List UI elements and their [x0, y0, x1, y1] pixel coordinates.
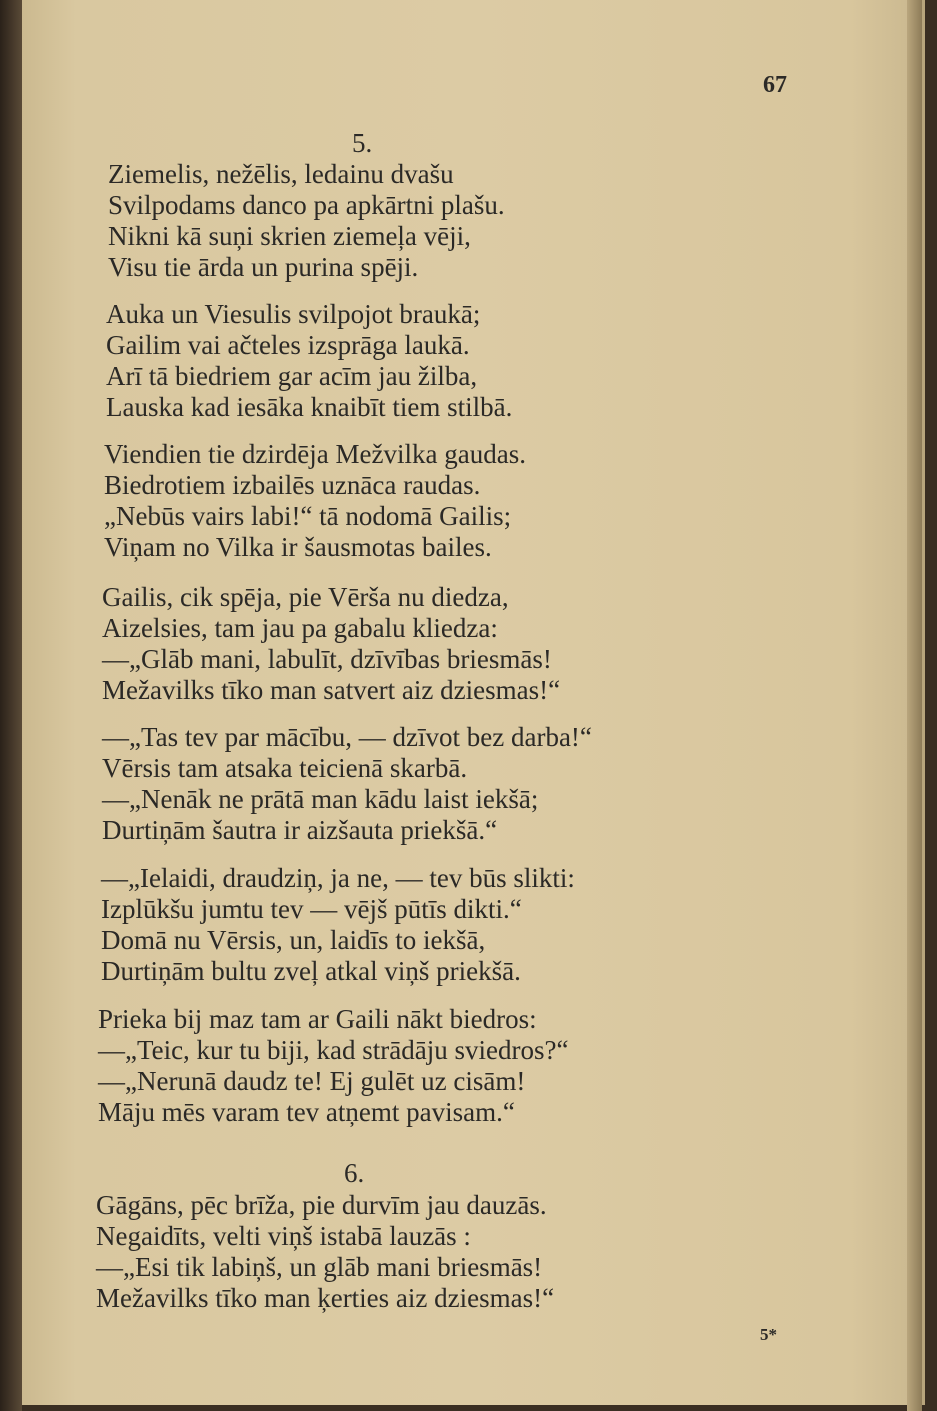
verse-line: Ziemelis, nežēlis, ledainu dvašu [108, 159, 454, 189]
page-number: 67 [763, 72, 787, 98]
section-number-6: 6. [344, 1158, 365, 1188]
stanza-5-7 [98, 1004, 568, 1128]
verse-line: Durtiņām bultu zveļ atkal viņš priekšā. [101, 956, 521, 986]
verse-line: Durtiņām šautra ir aizšauta priekšā.“ [102, 815, 498, 845]
verse-line: Visu tie ārda un purina spēji. [108, 252, 419, 282]
verse-line: Nikni kā suņi skrien ziemeļa vēji, [108, 221, 471, 251]
verse-line: —„Teic, kur tu biji, kad strādāju sviedros?“ [98, 1035, 569, 1065]
verse-line: —„Glāb mani, labulīt, dzīvības briesmās! [102, 644, 552, 674]
stanza-5-2 [106, 299, 512, 423]
verse-line: Domā nu Vērsis, un, laidīs to iekšā, [101, 925, 486, 955]
verse-line: Negaidīts, velti viņš istabā lauzās : [96, 1221, 471, 1251]
verse-line: Auka un Viesulis svilpojot braukā; [106, 299, 481, 329]
verse-line: Svilpodams danco pa apkārtni plašu. [108, 190, 505, 220]
stanza-5-1 [108, 159, 505, 283]
verse-line: Vērsis tam atsaka teicienā skarbā. [102, 753, 468, 783]
stanza-6-1 [96, 1190, 554, 1314]
verse-line: Gailim vai ačteles izsprāga laukā. [106, 330, 470, 360]
verse-line: Aizelsies, tam jau pa gabalu kliedza: [102, 613, 498, 643]
verse-line: Prieka bij maz tam ar Gaili nākt biedros: [98, 1004, 537, 1034]
verse-line: Arī tā biedriem gar acīm jau žilba, [106, 361, 478, 391]
verse-line: Biedrotiem izbailēs uznāca raudas. [104, 470, 481, 500]
verse-line: —„Nenāk ne prātā man kādu laist iekšā; [102, 784, 539, 814]
verse-line: Gāgāns, pēc brīža, pie durvīm jau dauzās. [96, 1190, 547, 1220]
verse-line: Izplūkšu jumtu tev — vējš pūtīs dikti.“ [101, 894, 522, 924]
verse-line: Mežavilks tīko man satvert aiz dziesmas!“ [102, 675, 561, 705]
verse-line: „Nebūs vairs labi!“ tā nodomā Gailis; [104, 501, 512, 531]
signature-mark: 5* [760, 1325, 777, 1344]
verse-line: —„Nerunā daudz te! Ej gulēt uz cisām! [98, 1066, 526, 1096]
verse-line: Māju mēs varam tev atņemt pavisam.“ [98, 1097, 515, 1127]
verse-line: —„Tas tev par mācību, — dzīvot bez darba!“ [102, 722, 592, 752]
verse-line: Viendien tie dzirdēja Mežvilka gaudas. [104, 439, 526, 469]
verse-line: Mežavilks tīko man ķerties aiz dziesmas!“ [96, 1283, 555, 1313]
verse-line: Gailis, cik spēja, pie Vērša nu diedza, [102, 582, 509, 612]
verse-line: Viņam no Vilka ir šausmotas bailes. [104, 532, 492, 562]
verse-line: —„Esi tik labiņš, un glāb mani briesmās! [96, 1252, 543, 1282]
verse-line: Lauska kad iesāka knaibīt tiem stilbā. [106, 392, 513, 422]
verse-line: —„Ielaidi, draudziņ, ja ne, — tev būs slikti: [101, 863, 575, 893]
stanza-5-5 [102, 722, 592, 846]
stanza-5-4 [102, 582, 560, 706]
section-number-5: 5. [352, 128, 373, 158]
book-spine-shadow [0, 0, 22, 1411]
stanza-5-3 [104, 439, 526, 563]
stanza-5-6 [101, 863, 575, 987]
page-edge [907, 0, 922, 1411]
